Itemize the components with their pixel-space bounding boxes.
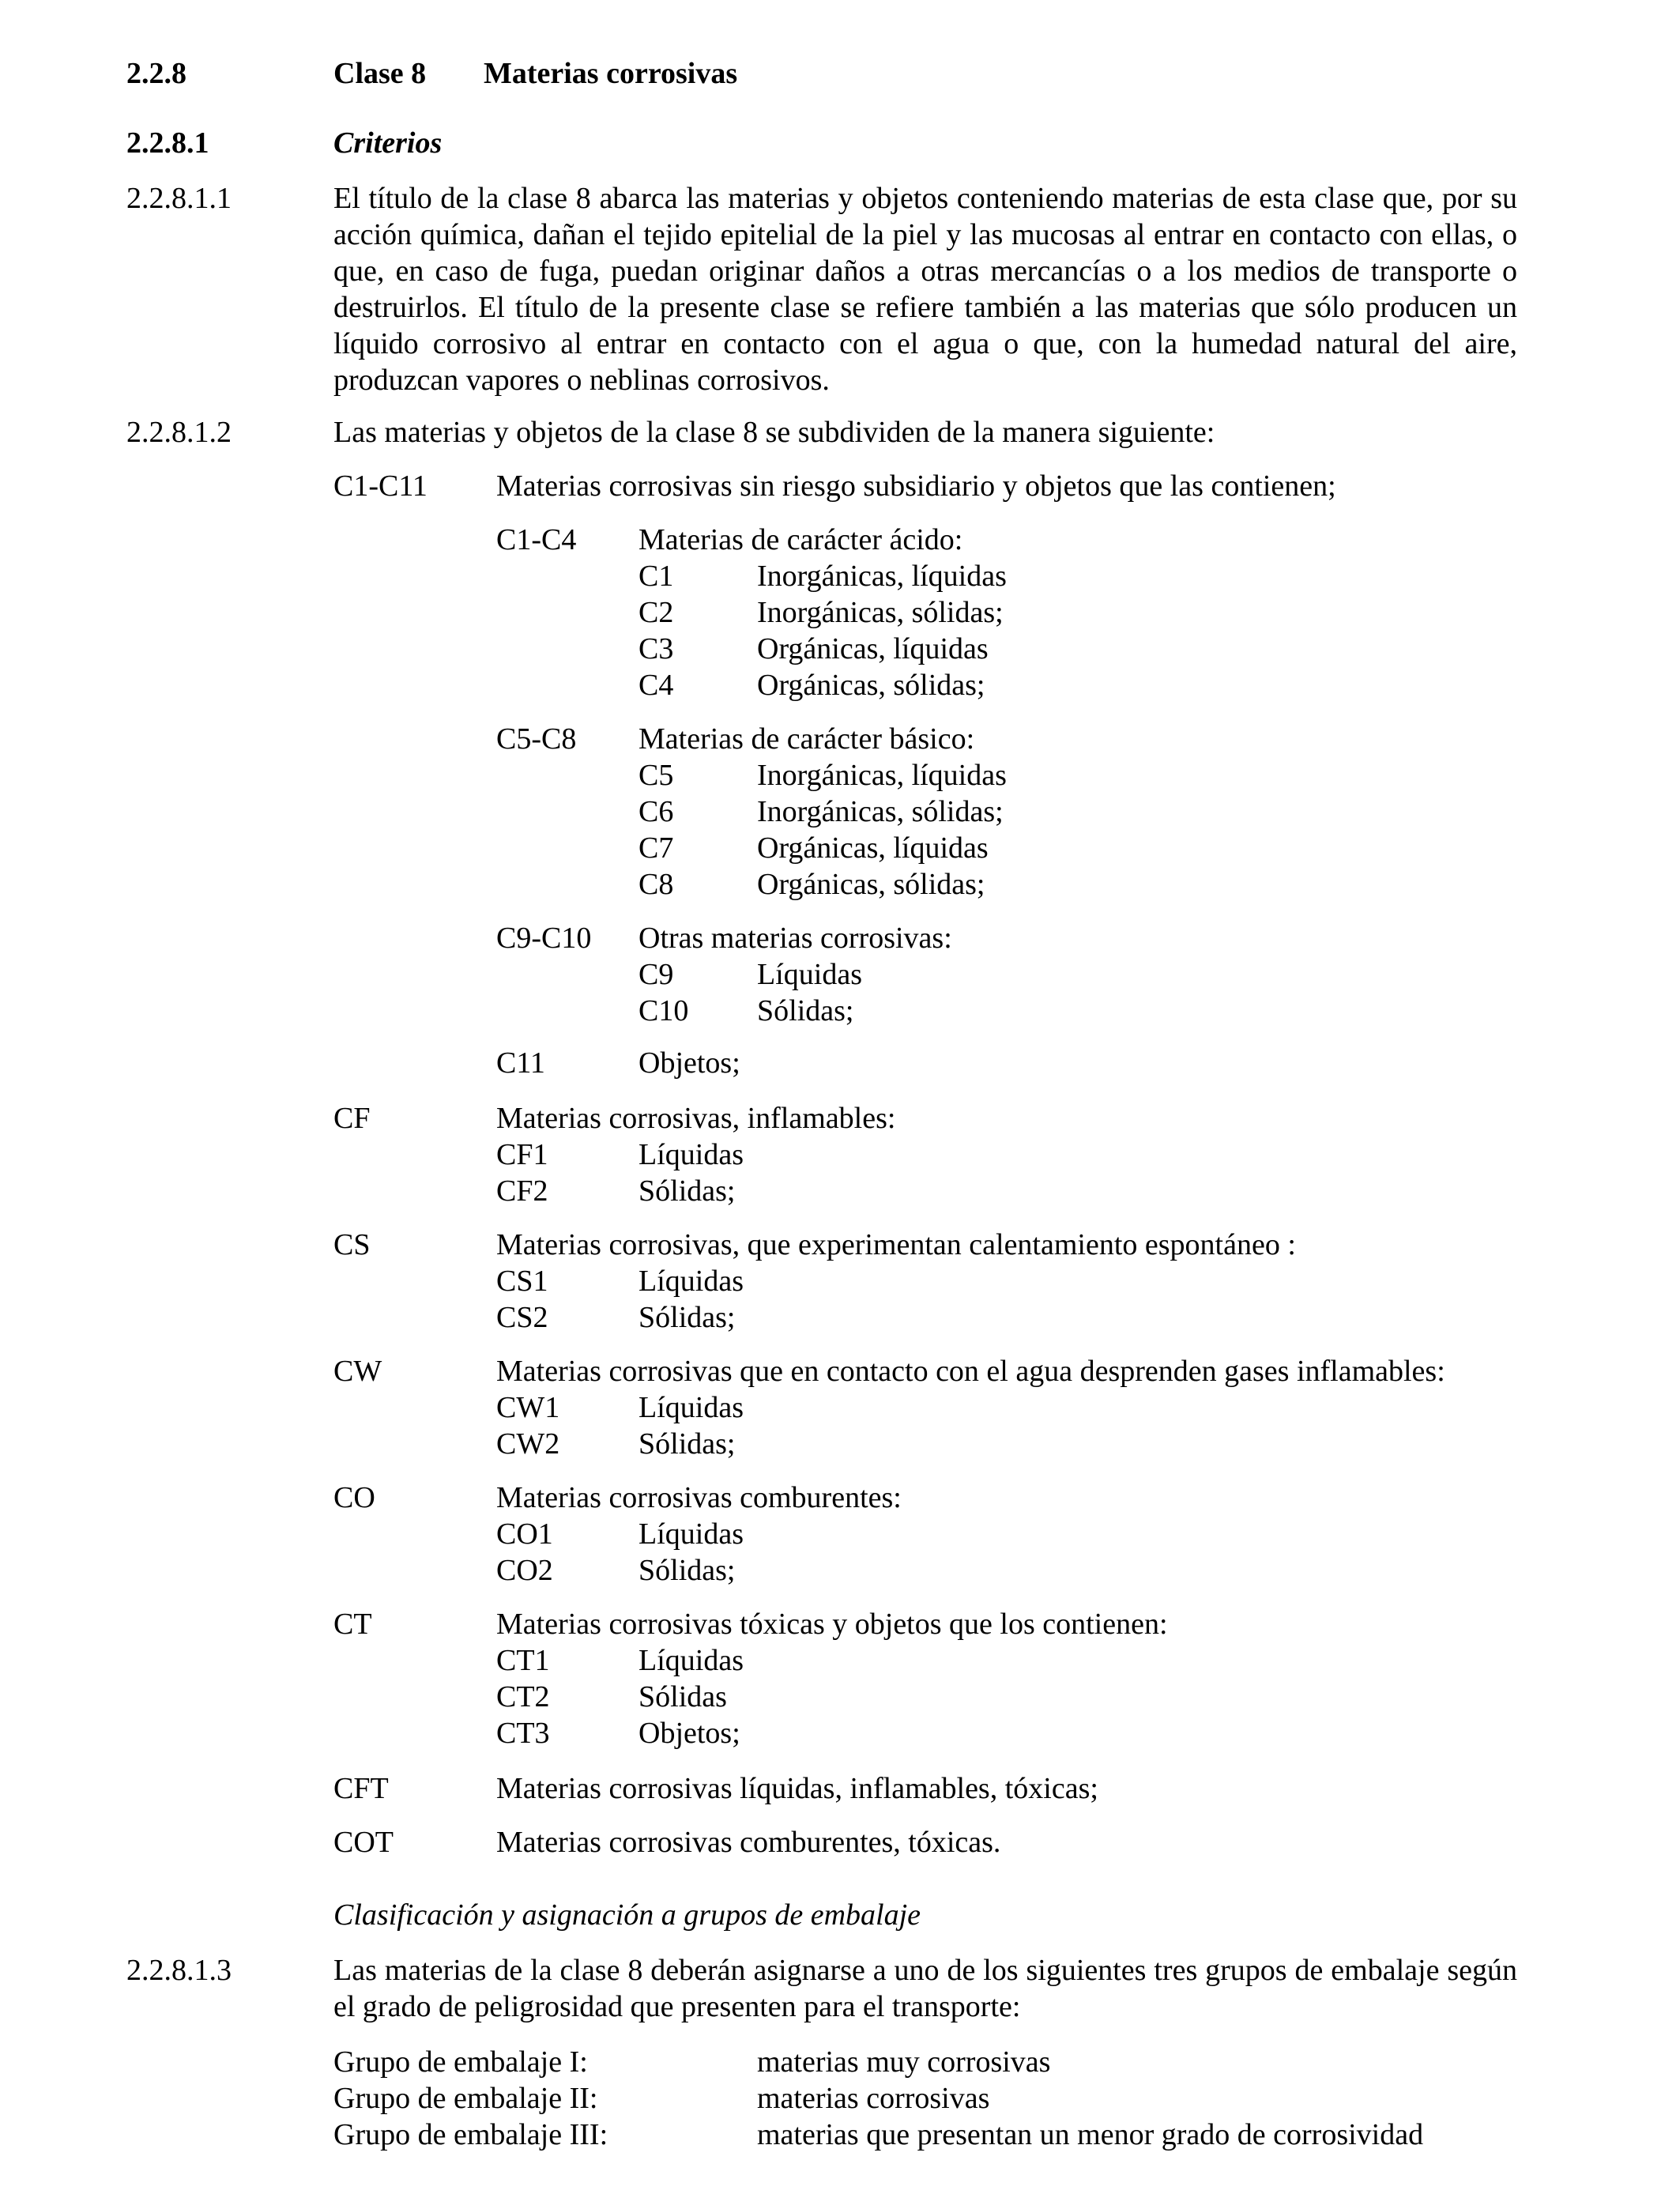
- item-description: Líquidas: [638, 1138, 744, 1171]
- item-code: C7: [638, 831, 674, 865]
- item-description: Líquidas: [638, 1265, 744, 1298]
- item-description: Sólidas;: [638, 1174, 736, 1208]
- item-description: Líquidas: [757, 958, 862, 991]
- item-description: Líquidas: [638, 1517, 744, 1551]
- item-code: CT2: [496, 1680, 550, 1713]
- class-description: Materias corrosivas tóxicas y objetos que los contienen:: [496, 1608, 1168, 1641]
- class-description: Materias corrosivas que en contacto con el agua desprenden gases inflamables:: [496, 1355, 1445, 1388]
- packing-group-text: materias que presentan un menor grado de corrosividad: [757, 2118, 1424, 2151]
- item-description: Orgánicas, líquidas: [757, 632, 989, 665]
- item-description: Inorgánicas, líquidas: [757, 759, 1007, 792]
- section-number: 2.2.8: [126, 57, 186, 90]
- item-code: CS1: [496, 1265, 548, 1298]
- paragraph-text: El título de la clase 8 abarca las materias y objetos conteniendo materias de esta clase que, por su acción química, dañan el tejido epitelial de la piel y las mucosas al entrar en contacto con ellas, o que, en caso de fuga, puedan originar daños a otras mercancías o a los medios de transporte o destruirlos. El título de la presente clase se refiere también a las materias que sólo producen un líquido corrosivo al entrar en contacto con el agua o que, con la humedad natural del aire, produzcan vapores o neblinas corrosivos.: [333, 182, 1517, 397]
- group-code: C9-C10: [496, 922, 592, 955]
- class-description: Materias corrosivas comburentes, tóxicas.: [496, 1826, 1001, 1859]
- packing-group-label: Grupo de embalaje I:: [333, 2045, 588, 2079]
- group-description: Materias de carácter ácido:: [638, 523, 963, 556]
- item-code: C3: [638, 632, 674, 665]
- class-code: CT: [333, 1608, 372, 1641]
- item-description: Orgánicas, sólidas;: [757, 868, 985, 901]
- item-code: CF1: [496, 1138, 548, 1171]
- paragraph-number: 2.2.8.1.2: [126, 416, 232, 449]
- class-description: Materias corrosivas, inflamables:: [496, 1102, 896, 1135]
- group-description: Objetos;: [638, 1046, 740, 1080]
- class-description: Materias corrosivas comburentes:: [496, 1481, 902, 1514]
- class-description: Materias corrosivas sin riesgo subsidiario y objetos que las contienen;: [496, 469, 1336, 503]
- paragraph-text: Las materias de la clase 8 deberán asignarse a uno de los siguientes tres grupos de embalaje según el grado de peligrosidad que presenten para el transporte:: [333, 1954, 1517, 2023]
- item-description: Sólidas;: [757, 994, 854, 1027]
- item-description: Inorgánicas, sólidas;: [757, 596, 1004, 629]
- item-description: Sólidas;: [638, 1301, 736, 1334]
- item-code: CW2: [496, 1427, 560, 1461]
- class-code: C1-C11: [333, 469, 428, 503]
- item-description: Orgánicas, sólidas;: [757, 669, 985, 702]
- subheading: Clasificación y asignación a grupos de embalaje: [333, 1898, 921, 1932]
- packing-group-label: Grupo de embalaje II:: [333, 2082, 598, 2115]
- group-code: C1-C4: [496, 523, 577, 556]
- group-description: Otras materias corrosivas:: [638, 922, 952, 955]
- item-description: Sólidas;: [638, 1554, 736, 1587]
- packing-group-text: materias muy corrosivas: [757, 2045, 1051, 2079]
- group-code: C11: [496, 1046, 545, 1080]
- item-code: CS2: [496, 1301, 548, 1334]
- item-code: C6: [638, 795, 674, 828]
- class-code: CS: [333, 1228, 371, 1261]
- item-code: CO2: [496, 1554, 553, 1587]
- section-title: Materias corrosivas: [484, 57, 738, 90]
- item-code: C9: [638, 958, 674, 991]
- item-description: Líquidas: [638, 1391, 744, 1424]
- class-code: CO: [333, 1481, 375, 1514]
- item-code: C8: [638, 868, 674, 901]
- item-code: CW1: [496, 1391, 560, 1424]
- item-description: Orgánicas, líquidas: [757, 831, 989, 865]
- packing-group-label: Grupo de embalaje III:: [333, 2118, 608, 2151]
- class-description: Materias corrosivas líquidas, inflamables, tóxicas;: [496, 1772, 1098, 1805]
- packing-group-text: materias corrosivas: [757, 2082, 990, 2115]
- item-code: C4: [638, 669, 674, 702]
- paragraph-number: 2.2.8.1.3: [126, 1954, 232, 1987]
- item-code: CT1: [496, 1644, 550, 1677]
- item-description: Sólidas;: [638, 1427, 736, 1461]
- item-code: C2: [638, 596, 674, 629]
- item-description: Inorgánicas, líquidas: [757, 560, 1007, 593]
- item-code: C10: [638, 994, 689, 1027]
- item-code: C1: [638, 560, 674, 593]
- class-label: Clase 8: [333, 57, 427, 90]
- class-code: CW: [333, 1355, 382, 1388]
- class-code: COT: [333, 1826, 394, 1859]
- class-code: CFT: [333, 1772, 389, 1805]
- group-description: Materias de carácter básico:: [638, 722, 975, 756]
- item-code: CT3: [496, 1717, 550, 1750]
- class-description: Materias corrosivas, que experimentan calentamiento espontáneo :: [496, 1228, 1296, 1261]
- item-description: Inorgánicas, sólidas;: [757, 795, 1004, 828]
- item-code: CF2: [496, 1174, 548, 1208]
- group-code: C5-C8: [496, 722, 577, 756]
- item-description: Sólidas: [638, 1680, 727, 1713]
- class-code: CF: [333, 1102, 371, 1135]
- subsection-title: Criterios: [333, 126, 443, 160]
- item-description: Líquidas: [638, 1644, 744, 1677]
- item-code: C5: [638, 759, 674, 792]
- subsection-number: 2.2.8.1: [126, 126, 209, 160]
- paragraph-number: 2.2.8.1.1: [126, 182, 232, 215]
- item-code: CO1: [496, 1517, 553, 1551]
- paragraph-text: Las materias y objetos de la clase 8 se subdividen de la manera siguiente:: [333, 416, 1215, 449]
- item-description: Objetos;: [638, 1717, 740, 1750]
